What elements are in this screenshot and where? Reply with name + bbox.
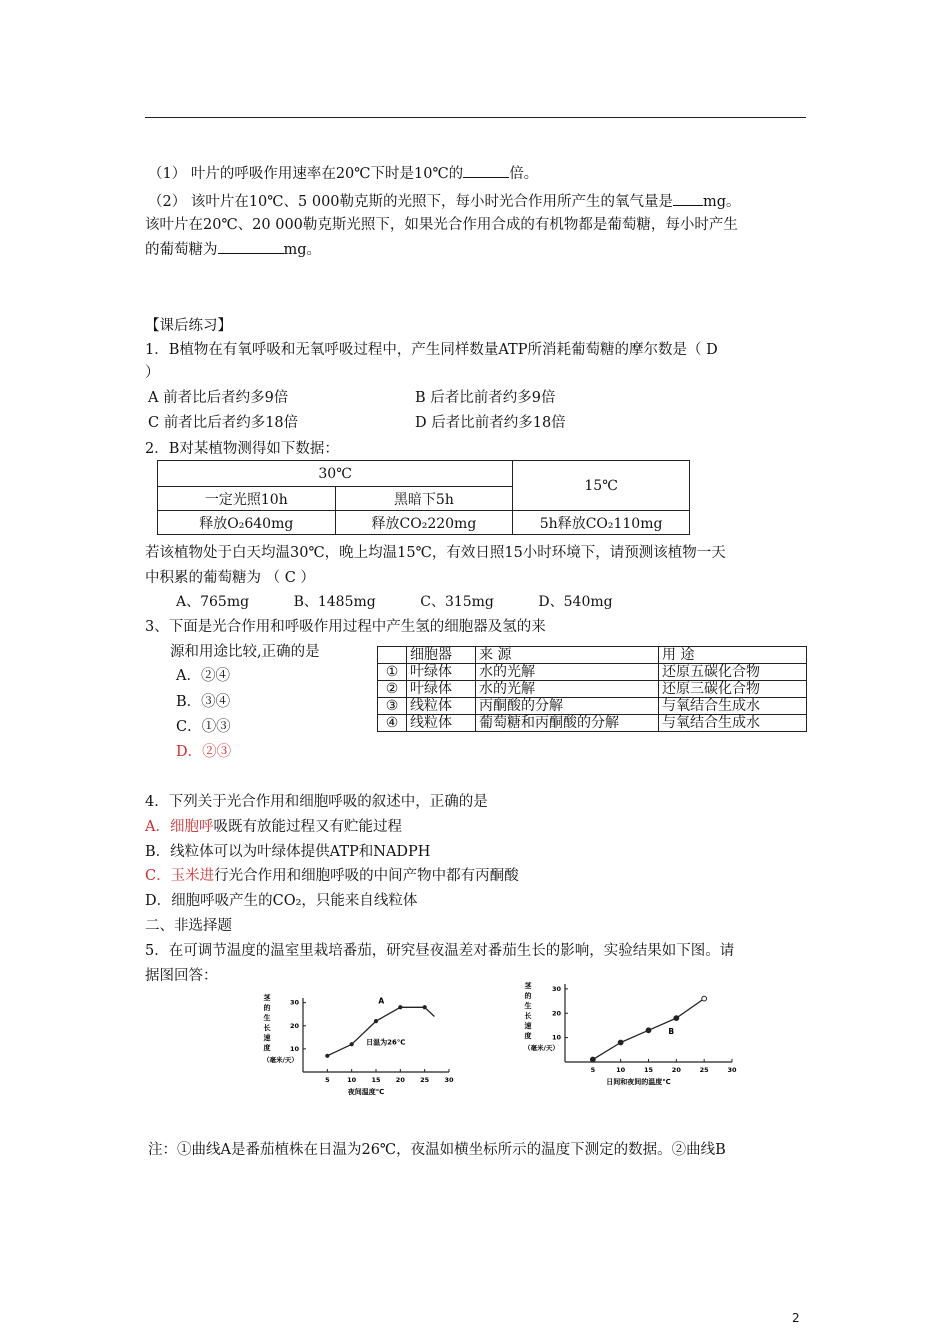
q1-option-d: D 后者比前者约多18倍 xyxy=(415,415,566,431)
x-tick-label: 5 xyxy=(325,1076,330,1084)
chart-a xyxy=(255,990,455,1098)
section-title: 【课后练习】 xyxy=(145,318,232,334)
x-tick-label: 15 xyxy=(643,1066,654,1074)
y-axis-label-char: 速 xyxy=(524,1022,532,1030)
data-point xyxy=(590,1057,595,1062)
data-point xyxy=(423,1006,426,1009)
q3-stem: 3、下面是光合作用和呼吸作用过程中产生氢的细胞器及氢的来 xyxy=(145,619,546,635)
y-axis-label-char: 度 xyxy=(524,1032,532,1040)
q3-option-c: C．①③ xyxy=(176,719,231,735)
y-tick-label: 30 xyxy=(551,984,561,993)
y-axis-label-char: 茎 xyxy=(263,994,271,1002)
table-row: ② 叶绿体 水的光解 还原三碳化合物 xyxy=(378,681,807,698)
top-question-1: （1） 叶片的呼吸作用速率在20℃下时是10℃的 倍。 xyxy=(148,162,538,183)
x-axis-label: 夜间温度℃ xyxy=(347,1088,385,1096)
y-axis-label-char: 生 xyxy=(263,1014,271,1022)
x-tick-label: 15 xyxy=(371,1076,381,1084)
q3-table xyxy=(377,646,807,732)
q1-stem-cont: ） xyxy=(145,365,160,381)
x-tick-label: 10 xyxy=(347,1076,357,1084)
data-point xyxy=(399,1006,402,1009)
chart-b xyxy=(510,980,740,1090)
data-point xyxy=(702,996,707,1001)
x-tick-label: 20 xyxy=(395,1076,405,1084)
q1-option-a: A 前者比后者约多9倍 xyxy=(148,390,289,406)
q3-stem-cont: 源和用途比较,正确的是 xyxy=(170,644,320,660)
y-tick-label: 20 xyxy=(289,1021,299,1030)
q4-stem: 4．下列关于光合作用和细胞呼吸的叙述中，正确的是 xyxy=(145,794,488,810)
top-question-2-line2: 该叶片在20℃、20 000勒克斯光照下，如果光合作用合成的有机物都是葡萄糖，每小时产生 xyxy=(145,217,738,233)
y-tick-label: 20 xyxy=(551,1009,561,1018)
q3-option-b: B．③④ xyxy=(176,694,231,710)
y-axis-label-char: 长 xyxy=(263,1024,271,1032)
y-tick-label: 10 xyxy=(551,1033,561,1042)
y-axis-unit: （毫米/天） xyxy=(263,1056,298,1064)
y-axis-label-char: 茎 xyxy=(524,982,532,990)
q4-option-d: D．细胞呼吸产生的CO₂，只能来自线粒体 xyxy=(145,893,418,909)
y-axis-unit: （毫米/天） xyxy=(524,1044,559,1052)
x-tick-label: 25 xyxy=(699,1066,709,1074)
q5-stem-cont: 据图回答： xyxy=(145,968,218,984)
q2-followup: 若该植物处于白天均温30℃，晚上均温15℃，有效日照15小时环境下，请预测该植物一天 xyxy=(145,545,726,561)
table-cell-light: 一定光照10h xyxy=(158,487,336,511)
data-point xyxy=(374,1020,377,1023)
x-tick-label: 10 xyxy=(616,1066,626,1074)
data-point xyxy=(646,1028,651,1033)
x-axis-label: 日间和夜间的温度℃ xyxy=(606,1078,671,1086)
x-tick-label: 25 xyxy=(420,1076,430,1084)
answer-blank xyxy=(673,191,703,206)
note-text: 注：①曲线A是番茄植株在日温为26℃，夜温如横坐标所示的温度下测定的数据。②曲线B xyxy=(148,1142,726,1158)
table-row: ① 叶绿体 水的光解 还原五碳化合物 xyxy=(378,664,807,681)
q2-data-table xyxy=(157,460,690,535)
q5-stem: 5．在可调节温度的温室里栽培番茄，研究昼夜温差对番茄生长的影响，实验结果如下图。请 xyxy=(145,943,735,959)
table-cell-dark: 黑暗下5h xyxy=(335,487,513,511)
q1-option-c: C 前者比后者约多18倍 xyxy=(148,415,299,431)
y-axis-label-char: 的 xyxy=(263,1004,271,1012)
table-row: 细胞器 来 源 用 途 xyxy=(378,647,807,664)
q1-stem: 1．B植物在有氧呼吸和无氧呼吸过程中，产生同样数量ATP所消耗葡萄糖的摩尔数是（ D xyxy=(145,342,718,358)
top-question-2: （2） 该叶片在10℃、5 000勒克斯的光照下，每小时光合作用所产生的氧气量是 mg。 xyxy=(148,190,741,211)
y-tick-label: 10 xyxy=(289,1044,299,1053)
q3-option-a: A．②④ xyxy=(176,668,230,684)
data-point xyxy=(674,1016,679,1021)
y-axis-label-char: 长 xyxy=(524,1012,532,1020)
y-axis-label-char: 度 xyxy=(263,1044,271,1052)
data-point xyxy=(618,1040,623,1045)
header-rule xyxy=(145,117,806,118)
y-tick-label: 30 xyxy=(289,998,299,1007)
y-axis-label-char: 的 xyxy=(524,992,532,1000)
table-header-30c: 30℃ xyxy=(158,461,513,487)
answer-blank xyxy=(218,239,284,254)
series-line xyxy=(327,1007,434,1056)
table-row: ③ 线粒体 丙酮酸的分解 与氧结合生成水 xyxy=(378,698,807,715)
series-label: A xyxy=(378,996,385,1006)
data-point xyxy=(326,1054,329,1057)
data-point xyxy=(350,1043,353,1046)
x-tick-label: 30 xyxy=(444,1076,454,1084)
y-axis-label-char: 生 xyxy=(524,1002,532,1010)
top-question-2-line3: 的葡萄糖为 mg。 xyxy=(145,238,321,259)
table-row: ④ 线粒体 葡萄糖和丙酮酸的分解 与氧结合生成水 xyxy=(378,715,807,732)
q2-stem: 2．B对某植物测得如下数据： xyxy=(145,441,339,457)
q4-option-b: B．线粒体可以为叶绿体提供ATP和NADPH xyxy=(145,844,431,860)
q2-followup-cont: 中积累的葡萄糖为 （ C ） xyxy=(145,570,315,586)
table-header-15c: 15℃ xyxy=(513,461,690,511)
answer-blank xyxy=(463,163,509,178)
page-number: 2 xyxy=(792,1311,800,1325)
part-two-title: 二、非选择题 xyxy=(145,918,232,934)
x-tick-label: 20 xyxy=(671,1066,681,1074)
q1-option-b: B 后者比前者约多9倍 xyxy=(415,390,556,406)
x-tick-label: 5 xyxy=(590,1066,596,1074)
table-cell-co2: 释放CO₂220mg xyxy=(335,511,513,535)
q4-option-c: C．玉米进行光合作用和细胞呼吸的中间产物中都有丙酮酸 xyxy=(145,868,519,884)
y-axis-label-char: 速 xyxy=(263,1034,271,1042)
x-tick-label: 30 xyxy=(727,1066,737,1074)
table-cell-o2: 释放O₂640mg xyxy=(158,511,336,535)
q4-option-a: A．细胞呼吸既有放能过程又有贮能过程 xyxy=(145,819,402,835)
chart-annotation: 日温为26℃ xyxy=(366,1038,406,1047)
q3-option-d: D．②③ xyxy=(176,744,232,760)
q2-options: A、765mg B、1485mg C、315mg D、540mg xyxy=(176,594,613,610)
table-cell-co2-15c: 5h释放CO₂110mg xyxy=(513,511,690,535)
series-label: B xyxy=(668,1027,675,1037)
